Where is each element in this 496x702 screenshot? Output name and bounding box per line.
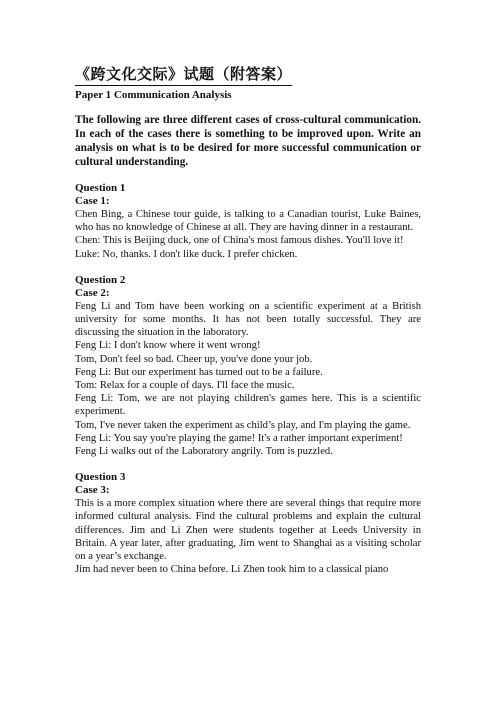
case-2-paragraph: Feng Li: I don't know where it went wrong! xyxy=(75,340,261,352)
case-1-paragraph: Chen Bing, a Chinese tour guide, is talking to a Canadian tourist, Luke Baines, who has no knowledge of Chinese at all. They are having dinner in a restaurant. xyxy=(75,209,421,234)
case-2-paragraph: Feng Li: But our experiment has turned out to be a failure. xyxy=(75,366,323,378)
document-title: 《跨文化交际》试题（附答案） xyxy=(75,64,292,86)
case-2-paragraph: Feng Li walks out of the Laboratory angrily. Tom is puzzled. xyxy=(75,446,333,458)
case-1-label: Case 1: xyxy=(75,195,110,207)
case-3-paragraph: Jim had never been to China before. Li Zhen took him to a classical piano xyxy=(75,564,389,576)
case-2-paragraph: Feng Li: You say you're playing the game! It's a rather important experiment! xyxy=(75,432,403,444)
case-2-paragraph: Tom, I've never taken the experiment as child’s play, and I'm playing the game. xyxy=(75,419,411,431)
question-3-label: Question 3 xyxy=(75,471,126,484)
case-2-paragraph: Feng Li: Tom, we are not playing children's games here. This is a scientific experiment. xyxy=(75,393,421,418)
case-1-paragraph: Chen: This is Beijing duck, one of China's most famous dishes. You'll love it! xyxy=(75,235,404,247)
case-3-paragraph: This is a more complex situation where there are several things that require more informed cultural analysis. Find the cultural problems and explain the cultural differences. Jim and Li Zhen were students together at Leeds University in Britain. A year later, after graduating, Jim went to Shanghai as a visiting scholar on a year’s exchange. xyxy=(75,498,421,563)
question-1-section xyxy=(75,182,421,261)
instructions-paragraph: The following are three different cases of cross-cultural communication. In each of the cases there is something to be improved upon. Write an analysis on what is to be desired for more successful communication or cultural understanding. xyxy=(75,114,421,168)
case-3-label: Case 3: xyxy=(75,484,110,497)
case-2-paragraph: Tom: Relax for a couple of days. I'll face the music. xyxy=(75,380,295,392)
question-1-label: Question 1 xyxy=(75,182,126,194)
document-content xyxy=(75,64,421,576)
case-1-paragraph: Luke: No, thanks. I don't like duck. I prefer chicken. xyxy=(75,248,298,260)
question-2-label: Question 2 xyxy=(75,273,126,286)
case-2-label: Case 2: xyxy=(75,286,110,299)
case-2-paragraph: Feng Li and Tom have been working on a scientific experiment at a British university for some months. It has not been totally successful. They are discussing the situation in the laboratory. xyxy=(75,300,421,339)
question-3-section xyxy=(75,471,421,576)
question-2-section xyxy=(75,274,421,458)
paper-title: Paper 1 Communication Analysis xyxy=(75,89,232,101)
case-2-paragraph: Tom, Don't feel so bad. Cheer up, you've done your job. xyxy=(75,353,313,365)
